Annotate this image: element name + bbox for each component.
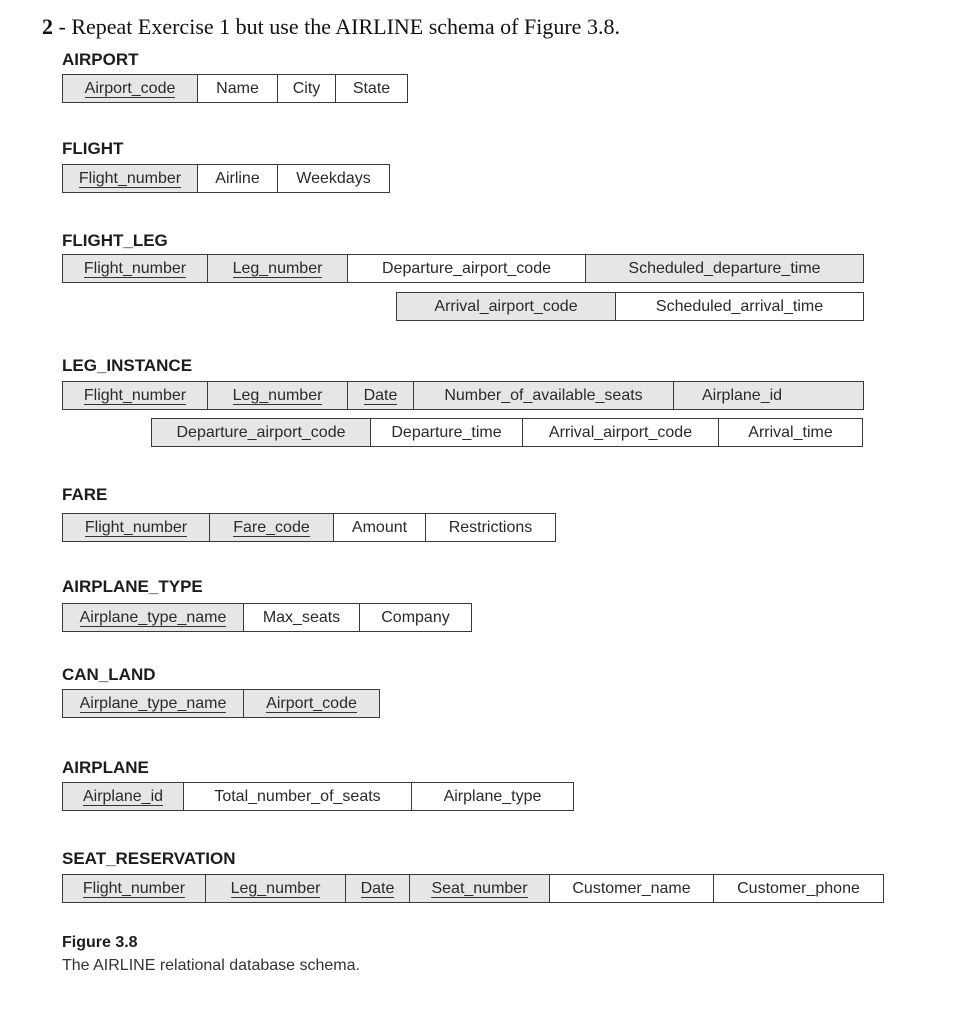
relation-flight — [62, 164, 390, 193]
attr-departure-airport-code: Departure_airport_code — [348, 254, 586, 283]
relation-leg-instance-row2 — [151, 418, 863, 447]
attr-fare-code: Fare_code — [210, 513, 334, 542]
attr-airplane-type-name: Airplane_type_name — [62, 603, 244, 632]
attr-weekdays: Weekdays — [278, 164, 390, 193]
attr-arrival-airport-code: Arrival_airport_code — [396, 292, 616, 321]
attr-departure-time: Departure_time — [371, 418, 523, 447]
attr-customer-phone: Customer_phone — [714, 874, 884, 903]
attr-restrictions: Restrictions — [426, 513, 556, 542]
attr-airline: Airline — [198, 164, 278, 193]
attr-arrival-airport-code: Arrival_airport_code — [523, 418, 719, 447]
relation-airplane-type — [62, 603, 472, 632]
relation-airplane — [62, 782, 574, 811]
question-body: - Repeat Exercise 1 but use the AIRLINE schema of Figure 3.8. — [53, 14, 620, 39]
attr-airplane-type: Airplane_type — [412, 782, 574, 811]
relation-can-land — [62, 689, 380, 718]
relation-name-flight: FLIGHT — [62, 139, 124, 158]
attr-seat-number: Seat_number — [410, 874, 550, 903]
attr-flight-number: Flight_number — [62, 164, 198, 193]
attr-max-seats: Max_seats — [244, 603, 360, 632]
attr-airport-code: Airport_code — [244, 689, 380, 718]
figure-caption: The AIRLINE relational database schema. — [62, 957, 360, 974]
question-number: 2 — [42, 14, 53, 39]
attr-name: Name — [198, 74, 278, 103]
attr-leg-number: Leg_number — [208, 254, 348, 283]
relation-name-flight-leg: FLIGHT_LEG — [62, 231, 168, 250]
figure-title: Figure 3.8 — [62, 934, 138, 951]
attr-city: City — [278, 74, 336, 103]
relation-flight-leg-row2 — [396, 292, 864, 321]
attr-amount: Amount — [334, 513, 426, 542]
relation-name-airplane: AIRPLANE — [62, 758, 149, 777]
attr-airport-code: Airport_code — [62, 74, 198, 103]
attr-date: Date — [346, 874, 410, 903]
attr-total-number-of-seats: Total_number_of_seats — [184, 782, 412, 811]
relation-seat-reservation — [62, 874, 884, 903]
attr-leg-number: Leg_number — [208, 381, 348, 410]
question-text — [42, 14, 620, 40]
attr-company: Company — [360, 603, 472, 632]
attr-date: Date — [348, 381, 414, 410]
attr-customer-name: Customer_name — [550, 874, 714, 903]
attr-scheduled-arrival-time: Scheduled_arrival_time — [616, 292, 864, 321]
relation-name-can-land: CAN_LAND — [62, 665, 156, 684]
relation-name-fare: FARE — [62, 485, 108, 504]
attr-airplane-id: Airplane_id — [62, 782, 184, 811]
attr-airplane-id: Airplane_id — [674, 381, 864, 410]
attr-flight-number: Flight_number — [62, 874, 206, 903]
relation-name-leg-instance: LEG_INSTANCE — [62, 356, 193, 375]
attr-departure-airport-code: Departure_airport_code — [151, 418, 371, 447]
attr-scheduled-departure-time: Scheduled_departure_time — [586, 254, 864, 283]
relation-flight-leg-row1 — [62, 254, 864, 283]
relation-fare — [62, 513, 556, 542]
attr-flight-number: Flight_number — [62, 254, 208, 283]
attr-leg-number: Leg_number — [206, 874, 346, 903]
relation-name-airport: AIRPORT — [62, 50, 139, 69]
attr-arrival-time: Arrival_time — [719, 418, 863, 447]
attr-flight-number: Flight_number — [62, 513, 210, 542]
attr-state: State — [336, 74, 408, 103]
relation-name-airplane-type: AIRPLANE_TYPE — [62, 577, 203, 596]
relation-leg-instance-row1 — [62, 381, 864, 410]
attr-airplane-type-name: Airplane_type_name — [62, 689, 244, 718]
attr-flight-number: Flight_number — [62, 381, 208, 410]
relation-airport — [62, 74, 408, 103]
relation-name-seat-reservation: SEAT_RESERVATION — [62, 849, 236, 868]
attr-number-of-available-seats: Number_of_available_seats — [414, 381, 674, 410]
